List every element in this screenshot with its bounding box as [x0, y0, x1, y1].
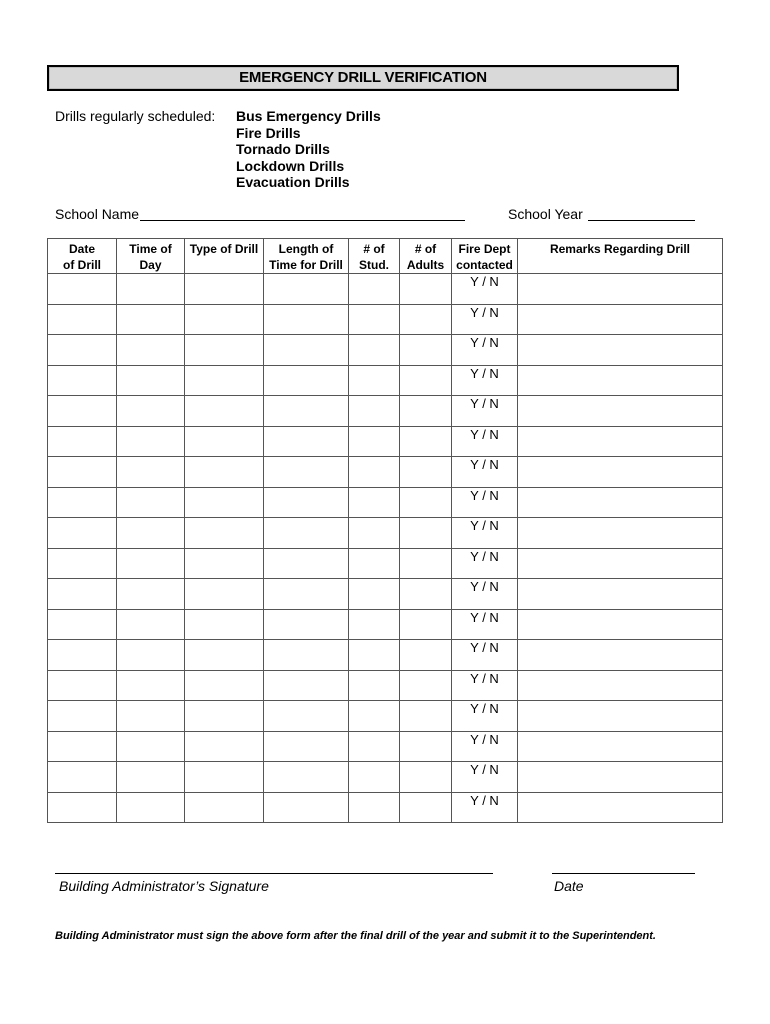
- cell-type[interactable]: [185, 792, 264, 823]
- cell-remarks[interactable]: [518, 487, 723, 518]
- cell-remarks[interactable]: [518, 792, 723, 823]
- table-row: [48, 457, 723, 488]
- cell-time[interactable]: [117, 335, 185, 366]
- cell-date[interactable]: [48, 701, 117, 732]
- table-row: [48, 701, 723, 732]
- cell-time[interactable]: [117, 701, 185, 732]
- cell-adults[interactable]: [400, 274, 452, 305]
- cell-students[interactable]: [349, 426, 400, 457]
- cell-length[interactable]: [264, 579, 349, 610]
- table-row: [48, 548, 723, 579]
- cell-date[interactable]: [48, 609, 117, 640]
- cell-students[interactable]: [349, 274, 400, 305]
- cell-length[interactable]: [264, 274, 349, 305]
- header-remarks: Remarks Regarding Drill: [518, 239, 723, 274]
- cell-type[interactable]: [185, 731, 264, 762]
- cell-type[interactable]: [185, 518, 264, 549]
- cell-adults[interactable]: [400, 487, 452, 518]
- cell-fire-dept[interactable]: Y / N: [452, 304, 518, 335]
- cell-remarks[interactable]: [518, 579, 723, 610]
- cell-type[interactable]: [185, 457, 264, 488]
- cell-date[interactable]: [48, 792, 117, 823]
- cell-date[interactable]: [48, 274, 117, 305]
- cell-remarks[interactable]: [518, 609, 723, 640]
- cell-date[interactable]: [48, 365, 117, 396]
- cell-length[interactable]: [264, 518, 349, 549]
- cell-length[interactable]: [264, 487, 349, 518]
- cell-fire-dept[interactable]: Y / N: [452, 274, 518, 305]
- cell-students[interactable]: [349, 579, 400, 610]
- cell-date[interactable]: [48, 640, 117, 671]
- drill-log-table: [47, 238, 723, 823]
- cell-length[interactable]: [264, 670, 349, 701]
- table-row: [48, 487, 723, 518]
- cell-time[interactable]: [117, 518, 185, 549]
- cell-date[interactable]: [48, 762, 117, 793]
- header-length: Length of Time for Drill: [264, 239, 349, 274]
- cell-students[interactable]: [349, 365, 400, 396]
- cell-length[interactable]: [264, 335, 349, 366]
- footnote: Building Administrator must sign the above form after the final drill of the year and submit it to the Superintendent.: [55, 930, 656, 942]
- school-name-field: [55, 206, 139, 222]
- cell-remarks[interactable]: [518, 731, 723, 762]
- cell-fire-dept[interactable]: Y / N: [452, 487, 518, 518]
- table-row: [48, 609, 723, 640]
- cell-type[interactable]: [185, 274, 264, 305]
- cell-type[interactable]: [185, 487, 264, 518]
- table-header-row: [48, 239, 723, 274]
- cell-fire-dept[interactable]: Y / N: [452, 640, 518, 671]
- cell-time[interactable]: [117, 304, 185, 335]
- cell-length[interactable]: [264, 304, 349, 335]
- cell-adults[interactable]: [400, 579, 452, 610]
- cell-fire-dept[interactable]: Y / N: [452, 670, 518, 701]
- cell-type[interactable]: [185, 579, 264, 610]
- cell-adults[interactable]: [400, 640, 452, 671]
- cell-remarks[interactable]: [518, 426, 723, 457]
- cell-students[interactable]: [349, 640, 400, 671]
- cell-length[interactable]: [264, 762, 349, 793]
- cell-date[interactable]: [48, 426, 117, 457]
- table-row: [48, 518, 723, 549]
- cell-adults[interactable]: [400, 518, 452, 549]
- drill-item: Tornado Drills: [236, 141, 330, 157]
- cell-length[interactable]: [264, 396, 349, 427]
- cell-adults[interactable]: [400, 609, 452, 640]
- cell-time[interactable]: [117, 365, 185, 396]
- cell-type[interactable]: [185, 640, 264, 671]
- cell-students[interactable]: [349, 335, 400, 366]
- drill-item: Evacuation Drills: [236, 174, 350, 190]
- cell-fire-dept[interactable]: Y / N: [452, 426, 518, 457]
- cell-students[interactable]: [349, 670, 400, 701]
- cell-time[interactable]: [117, 487, 185, 518]
- school-year-field: [508, 206, 583, 222]
- table-row: [48, 365, 723, 396]
- cell-students[interactable]: [349, 731, 400, 762]
- drill-item: Lockdown Drills: [236, 157, 345, 174]
- cell-time[interactable]: [117, 792, 185, 823]
- schedule-label: Drills regularly scheduled:: [55, 108, 216, 124]
- date-label: Date: [554, 878, 584, 894]
- cell-students[interactable]: [349, 457, 400, 488]
- cell-type[interactable]: [185, 304, 264, 335]
- header-time: Time of Day: [117, 239, 185, 274]
- cell-time[interactable]: [117, 609, 185, 640]
- table-row: [48, 792, 723, 823]
- cell-remarks[interactable]: [518, 670, 723, 701]
- cell-time[interactable]: [117, 670, 185, 701]
- cell-date[interactable]: [48, 518, 117, 549]
- cell-date[interactable]: [48, 487, 117, 518]
- table-row: [48, 762, 723, 793]
- cell-date[interactable]: [48, 670, 117, 701]
- signature-label: Building Administrator’s Signature: [59, 878, 269, 894]
- cell-remarks[interactable]: [518, 274, 723, 305]
- cell-length[interactable]: [264, 609, 349, 640]
- cell-remarks[interactable]: [518, 701, 723, 732]
- cell-fire-dept[interactable]: Y / N: [452, 609, 518, 640]
- cell-length[interactable]: [264, 548, 349, 579]
- cell-type[interactable]: [185, 701, 264, 732]
- cell-remarks[interactable]: [518, 304, 723, 335]
- cell-students[interactable]: [349, 396, 400, 427]
- header-students: # of Stud.: [349, 239, 400, 274]
- cell-remarks[interactable]: [518, 457, 723, 488]
- drill-item: Bus Emergency Drills: [236, 108, 381, 124]
- cell-length[interactable]: [264, 792, 349, 823]
- cell-fire-dept[interactable]: Y / N: [452, 579, 518, 610]
- cell-type[interactable]: [185, 762, 264, 793]
- scheduled-drills-list: [236, 108, 381, 191]
- cell-adults[interactable]: [400, 365, 452, 396]
- cell-date[interactable]: [48, 335, 117, 366]
- cell-fire-dept[interactable]: Y / N: [452, 762, 518, 793]
- cell-date[interactable]: [48, 731, 117, 762]
- cell-remarks[interactable]: [518, 548, 723, 579]
- cell-type[interactable]: [185, 335, 264, 366]
- school-year-label: School Year: [508, 206, 583, 222]
- cell-adults[interactable]: [400, 426, 452, 457]
- signature-line[interactable]: [55, 873, 493, 874]
- cell-adults[interactable]: [400, 762, 452, 793]
- cell-adults[interactable]: [400, 335, 452, 366]
- cell-adults[interactable]: [400, 548, 452, 579]
- cell-length[interactable]: [264, 640, 349, 671]
- header-type: Type of Drill: [185, 239, 264, 274]
- cell-remarks[interactable]: [518, 762, 723, 793]
- cell-length[interactable]: [264, 365, 349, 396]
- cell-type[interactable]: [185, 548, 264, 579]
- school-name-label: School Name: [55, 206, 140, 222]
- cell-time[interactable]: [117, 579, 185, 610]
- drill-item: Fire Drills: [236, 124, 301, 141]
- cell-time[interactable]: [117, 762, 185, 793]
- cell-time[interactable]: [117, 426, 185, 457]
- cell-students[interactable]: [349, 792, 400, 823]
- table-row: [48, 335, 723, 366]
- cell-date[interactable]: [48, 579, 117, 610]
- cell-type[interactable]: [185, 426, 264, 457]
- date-line[interactable]: [552, 873, 695, 874]
- table-row: [48, 731, 723, 762]
- cell-students[interactable]: [349, 304, 400, 335]
- school-year-input-line[interactable]: [588, 220, 695, 221]
- form-title: EMERGENCY DRILL VERIFICATION: [47, 65, 679, 91]
- cell-remarks[interactable]: [518, 518, 723, 549]
- header-fire-dept: Fire Dept contacted: [452, 239, 518, 274]
- cell-remarks[interactable]: [518, 365, 723, 396]
- cell-date[interactable]: [48, 396, 117, 427]
- cell-students[interactable]: [349, 487, 400, 518]
- table-row: [48, 426, 723, 457]
- cell-students[interactable]: [349, 762, 400, 793]
- table-row: [48, 640, 723, 671]
- cell-fire-dept[interactable]: Y / N: [452, 518, 518, 549]
- cell-remarks[interactable]: [518, 640, 723, 671]
- cell-adults[interactable]: [400, 457, 452, 488]
- cell-time[interactable]: [117, 396, 185, 427]
- table-row: [48, 304, 723, 335]
- cell-date[interactable]: [48, 548, 117, 579]
- cell-time[interactable]: [117, 548, 185, 579]
- cell-adults[interactable]: [400, 731, 452, 762]
- cell-fire-dept[interactable]: Y / N: [452, 731, 518, 762]
- table-row: [48, 274, 723, 305]
- header-date: Date of Drill: [48, 239, 117, 274]
- cell-type[interactable]: [185, 609, 264, 640]
- cell-length[interactable]: [264, 457, 349, 488]
- cell-adults[interactable]: [400, 701, 452, 732]
- cell-fire-dept[interactable]: Y / N: [452, 457, 518, 488]
- cell-students[interactable]: [349, 701, 400, 732]
- cell-fire-dept[interactable]: Y / N: [452, 548, 518, 579]
- cell-length[interactable]: [264, 731, 349, 762]
- cell-adults[interactable]: [400, 670, 452, 701]
- cell-adults[interactable]: [400, 792, 452, 823]
- cell-date[interactable]: [48, 304, 117, 335]
- cell-time[interactable]: [117, 731, 185, 762]
- cell-fire-dept[interactable]: Y / N: [452, 365, 518, 396]
- cell-type[interactable]: [185, 396, 264, 427]
- cell-time[interactable]: [117, 457, 185, 488]
- cell-length[interactable]: [264, 426, 349, 457]
- cell-students[interactable]: [349, 548, 400, 579]
- school-name-input-line[interactable]: [140, 220, 465, 221]
- cell-time[interactable]: [117, 274, 185, 305]
- header-adults: # of Adults: [400, 239, 452, 274]
- cell-adults[interactable]: [400, 396, 452, 427]
- cell-type[interactable]: [185, 670, 264, 701]
- cell-length[interactable]: [264, 701, 349, 732]
- cell-time[interactable]: [117, 640, 185, 671]
- cell-fire-dept[interactable]: Y / N: [452, 335, 518, 366]
- cell-remarks[interactable]: [518, 396, 723, 427]
- cell-date[interactable]: [48, 457, 117, 488]
- cell-students[interactable]: [349, 609, 400, 640]
- table-row: [48, 579, 723, 610]
- cell-remarks[interactable]: [518, 335, 723, 366]
- cell-adults[interactable]: [400, 304, 452, 335]
- cell-students[interactable]: [349, 518, 400, 549]
- cell-fire-dept[interactable]: Y / N: [452, 701, 518, 732]
- cell-fire-dept[interactable]: Y / N: [452, 792, 518, 823]
- table-row: [48, 670, 723, 701]
- cell-type[interactable]: [185, 365, 264, 396]
- cell-fire-dept[interactable]: Y / N: [452, 396, 518, 427]
- table-row: [48, 396, 723, 427]
